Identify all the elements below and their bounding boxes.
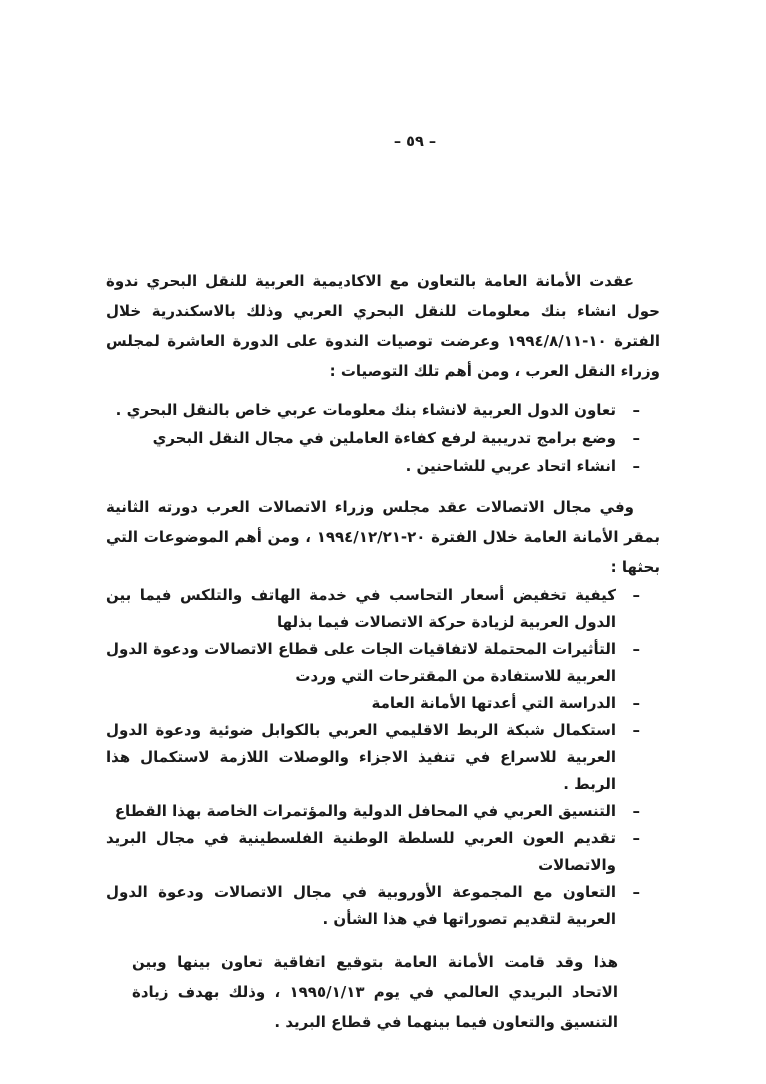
dash-marker: – [632, 586, 640, 604]
dash-marker: – [632, 829, 640, 847]
list-item [106, 636, 660, 690]
list-item-text: التنسيق العربي في المحافل الدولية والمؤتمرات الخاصة بهذا القطاع [114, 802, 616, 820]
list-item [106, 825, 660, 879]
list-item-text: انشاء اتحاد عربي للشاحنين . [405, 457, 616, 475]
list-item-text: التعاون مع المجموعة الأوروبية في مجال الاتصالات ودعوة الدول العربية لتقديم تصوراتها في هذا الشأن . [106, 883, 616, 928]
list-item [106, 717, 660, 798]
paragraph-maritime-seminar: عقدت الأمانة العامة بالتعاون مع الاكاديمية العربية للنقل البحري ندوة حول انشاء بنك معلومات للنقل البحري العربي وذلك بالاسكندرية خلال الفترة ١٠-١٩٩٤/٨/١١ وعرضت توصيات الندوة على الدورة العاشرة لمجلس وزراء النقل العرب ، ومن أهم تلك التوصيات : [106, 272, 660, 380]
list-item-text: استكمال شبكة الربط الاقليمي العربي بالكوابل ضوئية ودعوة الدول العربية للاسراع في تنفيذ الاجزاء والوصلات اللازمة لاستكمال هذا الربط . [106, 721, 616, 793]
maritime-recommendations-list [106, 396, 660, 480]
dash-marker: – [632, 429, 640, 447]
list-item [106, 424, 660, 452]
list-item-text: وضع برامج تدريبية لرفع كفاءة العاملين في مجال النقل البحري [152, 429, 616, 447]
list-item-text: تعاون الدول العربية لانشاء بنك معلومات عربي خاص بالنقل البحري . [115, 401, 616, 419]
list-item-text: تقديم العون العربي للسلطة الوطنية الفلسطينية في مجال البريد والاتصالات [106, 829, 616, 874]
list-item [106, 396, 660, 424]
list-item [106, 690, 660, 717]
dash-marker: – [632, 721, 640, 739]
telecom-topics-list [106, 582, 660, 933]
dash-marker: – [632, 457, 640, 475]
list-item-text: كيفية تخفيض أسعار التحاسب في خدمة الهاتف والتلكس فيما بين الدول العربية لزيادة حركة الاتصالات فيما بذلها [106, 586, 616, 631]
paragraph-postal-agreement: هذا وقد قامت الأمانة العامة بتوقيع اتفاقية تعاون بينها وبين الاتحاد البريدي العالمي في يوم ١٩٩٥/١/١٣ ، وذلك بهدف زيادة التنسيق والتعاون فيما بينهما في قطاع البريد . [132, 953, 618, 1031]
dash-marker: – [632, 802, 640, 820]
list-item [106, 798, 660, 825]
list-item-text: الدراسة التي أعدتها الأمانة العامة [371, 694, 616, 712]
list-item [106, 452, 660, 480]
dash-marker: – [632, 883, 640, 901]
dash-marker: – [632, 694, 640, 712]
page-number: – ٥٩ – [393, 134, 437, 150]
document-body [106, 266, 660, 1037]
dash-marker: – [632, 640, 640, 658]
dash-marker: – [632, 401, 640, 419]
list-item [106, 582, 660, 636]
list-item [106, 879, 660, 933]
paragraph-telecom-session: وفي مجال الاتصالات عقد مجلس وزراء الاتصالات العرب دورته الثانية بمقر الأمانة العامة خلال الفترة ٢٠-١٩٩٤/١٢/٢١ ، ومن أهم الموضوعات التي بحثها : [106, 498, 660, 576]
list-item-text: التأثيرات المحتملة لاتفاقيات الجات على قطاع الاتصالات ودعوة الدول العربية للاستفادة من المقترحات التي وردت [106, 640, 616, 685]
